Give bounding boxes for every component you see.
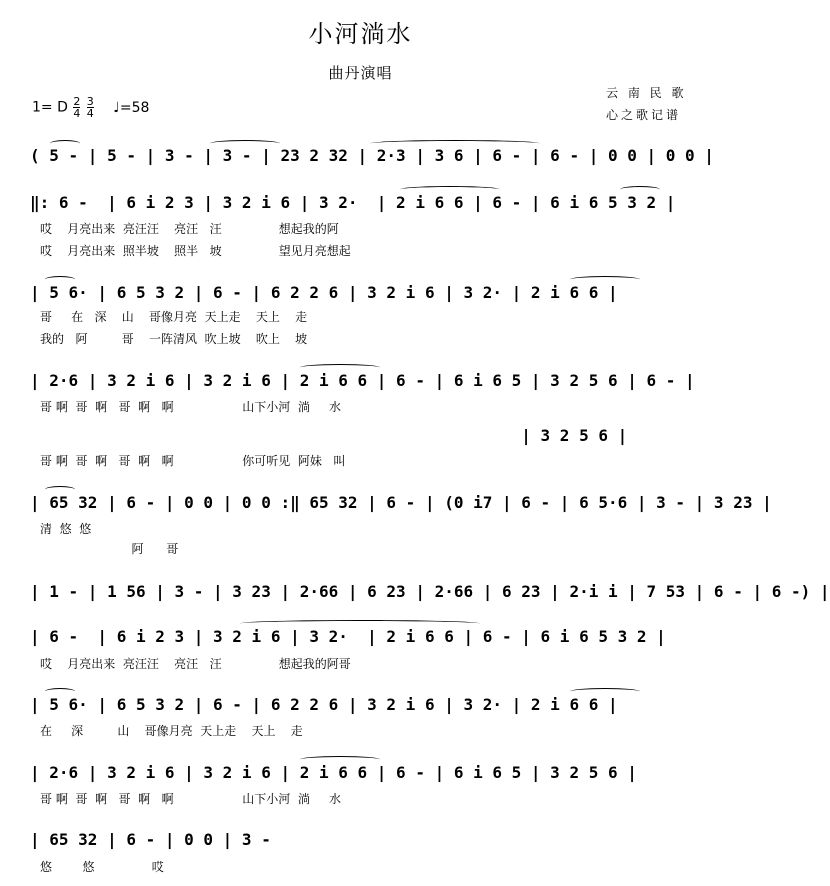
- score-row: | 65 32 | 6 - | 0 0 | 3 -: [30, 830, 281, 849]
- slur-mark: [570, 276, 640, 283]
- score-row: | 65 32 | 6 - | 0 0 | 0 0 :‖ 65 32 | 6 - | (0 i7 | 6 - | 6 5·6 | 3 - | 3 23 |: [30, 493, 772, 512]
- lyric-line: 哥 在 深 山 哥像月亮 天上走 天上 走: [40, 310, 308, 324]
- lyric-line: 悠 悠 哎: [40, 860, 164, 874]
- score-row: ( 5 - | 5 - | 3 - | 3 - | 23 2 32 | 2·3 | 3 6 | 6 - | 6 - | 0 0 | 0 0 |: [30, 146, 714, 165]
- tempo-marking: ♩=58: [113, 99, 150, 116]
- key-label: 1= D: [32, 99, 68, 116]
- slur-mark: [400, 186, 500, 193]
- score-row: | 2·6 | 3 2 i 6 | 3 2 i 6 | 2 i 6 6 | 6 - | 6 i 6 5 | 3 2 5 6 | 6 - |: [30, 371, 695, 390]
- score-row: | 1 - | 1 56 | 3 - | 3 23 | 2·66 | 6 23 | 2·66 | 6 23 | 2·i i | 7 53 | 6 - | 6 -) |: [30, 582, 830, 601]
- slur-mark: [45, 276, 75, 283]
- lyric-line: 哎 月亮出来 亮汪汪 亮汪 汪 想起我的阿哥: [40, 657, 351, 671]
- genre-label: 云 南 民 歌: [606, 86, 687, 100]
- score-row: | 6 - | 6 i 2 3 | 3 2 i 6 | 3 2· | 2 i 6 6 | 6 - | 6 i 6 5 3 2 |: [30, 627, 666, 646]
- singer-credit: 曲丹演唱: [328, 64, 393, 82]
- lyric-line: 我的 阿 哥 一阵清风 吹上坡 吹上 坡: [40, 332, 308, 346]
- slur-mark: [620, 186, 660, 193]
- lyric-line: 哎 月亮出来 亮汪汪 亮汪 汪 想起我的阿: [40, 222, 339, 236]
- slur-mark: [300, 364, 380, 371]
- page-title: 小河淌水: [308, 20, 413, 48]
- slur-mark: [300, 756, 380, 763]
- time-sig-2-den: 4: [86, 107, 94, 120]
- slur-mark: [570, 688, 640, 695]
- score-row: | 5 6· | 6 5 3 2 | 6 - | 6 2 2 6 | 3 2 i 6 | 3 2· | 2 i 6 6 |: [30, 695, 618, 714]
- time-sig-1-den: 4: [73, 107, 81, 120]
- key-signature: [32, 96, 149, 119]
- score-row: ‖: 6 - | 6 i 2 3 | 3 2 i 6 | 3 2· | 2 i 6 6 | 6 - | 6 i 6 5 3 2 |: [30, 193, 676, 212]
- slur-mark: [45, 486, 75, 493]
- slur-mark: [240, 620, 480, 627]
- lyric-line: 哥 啊 哥 啊 哥 啊 啊 山下小河 淌 水: [40, 400, 341, 414]
- lyric-line: 哎 月亮出来 照半坡 照半 坡 望见月亮想起: [40, 244, 351, 258]
- score-row: | 2·6 | 3 2 i 6 | 3 2 i 6 | 2 i 6 6 | 6 - | 6 i 6 5 | 3 2 5 6 |: [30, 763, 637, 782]
- score-row: | 5 6· | 6 5 3 2 | 6 - | 6 2 2 6 | 3 2 i 6 | 3 2· | 2 i 6 6 |: [30, 283, 618, 302]
- lyric-line: 在 深 山 哥像月亮 天上走 天上 走: [40, 724, 303, 738]
- lyric-line: 清 悠 悠: [40, 522, 92, 536]
- time-sig-2-num: 3: [86, 95, 94, 108]
- lyric-line: 阿 哥: [40, 542, 179, 556]
- time-signature-3-4: [87, 96, 94, 119]
- transcriber-label: 心之歌记谱: [606, 108, 682, 122]
- slur-mark: [210, 140, 280, 147]
- time-signature-2-4: [73, 96, 80, 119]
- lyric-line: 哥 啊 哥 啊 哥 啊 啊 你可听见 阿妹 叫: [40, 454, 346, 468]
- slur-mark: [50, 140, 80, 147]
- time-sig-1-num: 2: [73, 95, 81, 108]
- score-row: | 3 2 5 6 |: [30, 426, 628, 445]
- slur-mark: [370, 140, 540, 147]
- slur-mark: [45, 688, 75, 695]
- lyric-line: 哥 啊 哥 啊 哥 啊 啊 山下小河 淌 水: [40, 792, 341, 806]
